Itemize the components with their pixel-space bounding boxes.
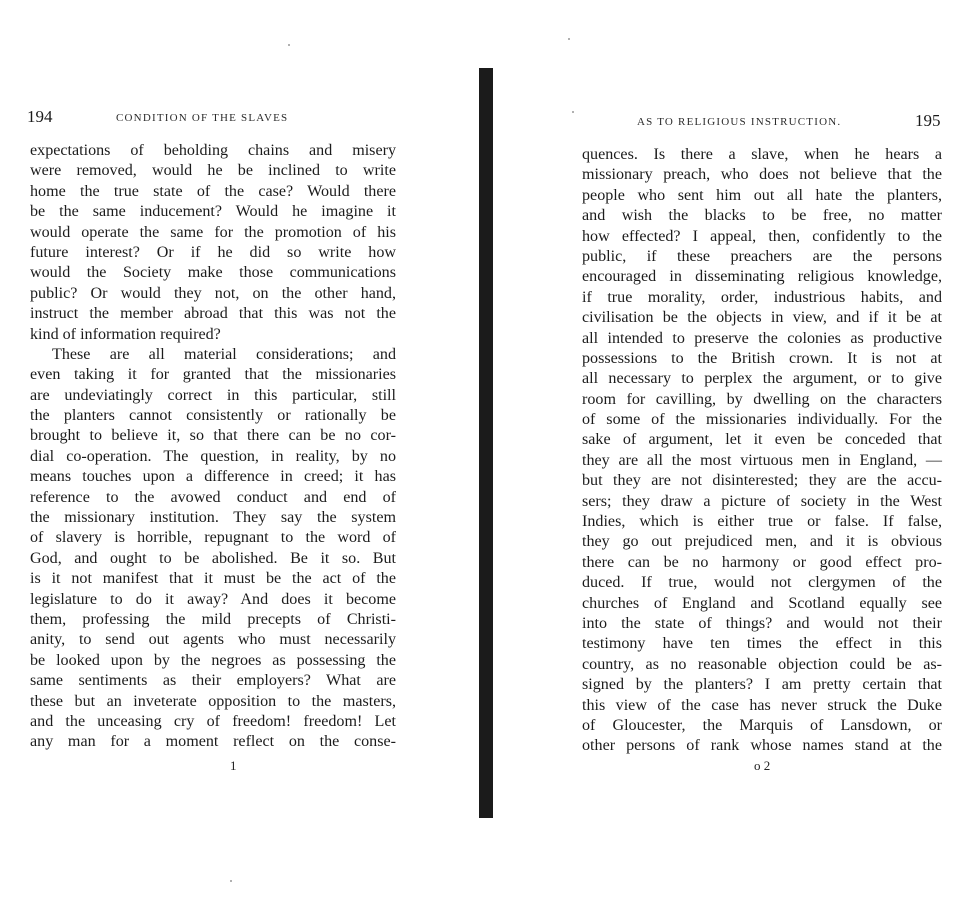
text-line: home the true state of the case? Would there	[30, 182, 396, 200]
text-line: them, professing the mild precepts of Christi-	[30, 610, 396, 628]
scan-speck	[572, 111, 574, 113]
text-line: duced. If true, would not clergymen of the	[582, 574, 942, 592]
text-line: future interest? Or if he did so write how	[30, 243, 396, 261]
text-line: anity, to send out agents who must necessarily	[30, 631, 396, 649]
text-line: same sentiments as their employers? What are	[30, 672, 396, 690]
text-line: country, as no reasonable objection could be as-	[582, 655, 942, 673]
text-line: public, if these preachers are the persons	[582, 247, 942, 265]
text-line: would operate the same for the promotion of his	[30, 223, 396, 241]
text-line: churches of England and Scotland equally see	[582, 594, 942, 612]
text-line: all intended to preserve the colonies as productive	[582, 329, 942, 347]
text-line: be the same inducement? Would he imagine it	[30, 203, 396, 221]
signature-mark: 1	[230, 758, 237, 773]
text-line: sake of argument, let it even be conceded that	[582, 431, 942, 449]
text-line: expectations of beholding chains and misery	[30, 142, 396, 159]
text-line: testimony have ten times the effect in this	[582, 635, 942, 653]
text-line: the missionary institution. They say the system	[30, 509, 396, 527]
text-line: and wish the blacks to be free, no matter	[582, 207, 942, 225]
text-line: public? Or would they not, on the other hand,	[30, 284, 396, 302]
text-line: Indies, which is either true or false. If false,	[582, 513, 942, 531]
running-head: CONDITION OF THE SLAVES	[116, 112, 289, 124]
text-line: but they are not disinterested; they are the accu-	[582, 472, 942, 490]
text-line: These are all material considerations; and	[52, 345, 396, 363]
text-line: and the unceasing cry of freedom! freedom! Let	[30, 712, 396, 730]
text-line: if true morality, order, industrious habits, and	[582, 288, 942, 306]
text-line: room for cavilling, by dwelling on the characters	[582, 390, 942, 408]
text-line: these but an inveterate opposition to the masters,	[30, 692, 396, 710]
page-number: 194	[27, 107, 53, 126]
text-line: even taking it for granted that the missionaries	[30, 366, 396, 384]
text-line: be looked upon by the negroes as possessing the	[30, 651, 396, 669]
text-line: of slavery is horrible, repugnant to the word of	[30, 529, 396, 547]
text-line: the planters cannot consistently or rationally be	[30, 407, 396, 425]
text-line: is it not manifest that it must be the act of the	[30, 570, 396, 588]
body-text	[582, 145, 942, 757]
text-line: other persons of rank whose names stand at the	[582, 737, 942, 755]
page-number: 195	[915, 111, 941, 130]
text-line: possessions to the British crown. It is not at	[582, 349, 942, 367]
text-line: legislature to do it away? And does it become	[30, 590, 396, 608]
text-line: they are all the most virtuous men in England, —	[582, 451, 942, 469]
text-line: quences. Is there a slave, when he hears a	[582, 146, 942, 163]
left-page	[0, 0, 470, 914]
scan-speck	[568, 38, 570, 40]
text-line: means touches upon a difference in creed; it has	[30, 468, 396, 486]
running-head: AS TO RELIGIOUS INSTRUCTION.	[637, 116, 842, 128]
text-line: into the state of things? and would not their	[582, 614, 942, 632]
signature-mark: o 2	[754, 758, 771, 773]
text-line: missionary preach, who does not believe that the	[582, 166, 942, 184]
text-line: people who sent him out all hate the planters,	[582, 186, 942, 204]
text-line: reference to the avowed conduct and end of	[30, 488, 396, 506]
text-line: there can be no harmony or good effect pro-	[582, 553, 942, 571]
text-line: brought to believe it, so that there can be no cor-	[30, 427, 396, 445]
text-line: were removed, would he be inclined to write	[30, 162, 396, 180]
scan-speck	[230, 880, 232, 882]
text-line: of Gloucester, the Marquis of Lansdown, or	[582, 716, 942, 734]
text-line: signed by the planters? I am pretty certain that	[582, 676, 942, 694]
text-line: sers; they draw a picture of society in the West	[582, 492, 942, 510]
text-line: dial co-operation. The question, in reality, by no	[30, 447, 396, 465]
text-line: this view of the case has never struck the Duke	[582, 696, 942, 714]
scan-speck	[288, 44, 290, 46]
text-line: of some of the missionaries individually. For the	[582, 411, 942, 429]
text-line: how effected? I appeal, then, confidently to the	[582, 227, 942, 245]
text-line: God, and ought to be abolished. Be it so. But	[30, 549, 396, 567]
body-text	[30, 141, 396, 753]
text-line: kind of information required?	[30, 325, 221, 343]
right-page	[490, 0, 980, 914]
text-line: are undeviatingly correct in this particular, still	[30, 386, 396, 404]
text-line: instruct the member abroad that this was not the	[30, 305, 396, 323]
text-line: would the Society make those communications	[30, 264, 396, 282]
text-line: they go out prejudiced men, and it is obvious	[582, 533, 942, 551]
text-line: all necessary to perplex the argument, or to give	[582, 370, 942, 388]
text-line: any man for a moment reflect on the conse-	[30, 733, 396, 751]
text-line: encouraged in disseminating religious knowledge,	[582, 268, 942, 286]
text-line: civilisation be the objects in view, and if it be at	[582, 309, 942, 327]
